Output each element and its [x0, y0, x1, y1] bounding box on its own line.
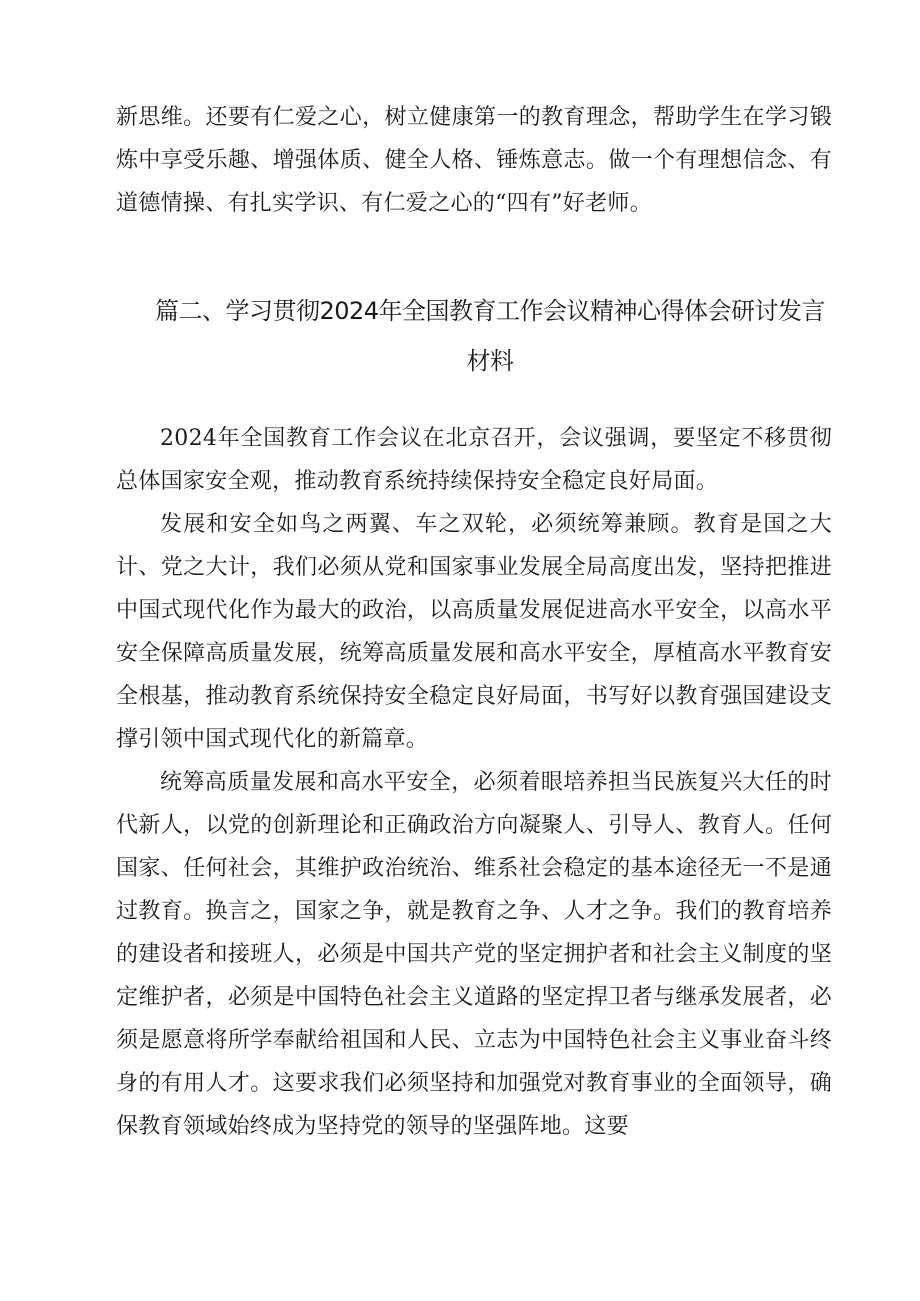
body-paragraph-1: 2024年全国教育工作会议在北京召开，会议强调，要坚定不移贯彻总体国家安全观，推动教育系统持续保持安全稳定良好局面。	[116, 426, 832, 494]
continued-paragraph-block	[116, 96, 832, 225]
body-paragraphs	[116, 417, 832, 1148]
section-heading: 篇二、学习贯彻2024年全国教育工作会议精神心得体会研讨发言材料	[154, 297, 826, 375]
continued-paragraph: 新思维。还要有仁爱之心，树立健康第一的教育理念，帮助学生在学习锻炼中享受乐趣、增强体质、健全人格、锤炼意志。做一个有理想信念、有道德情操、有扎实学识、有仁爱之心的“四有”好老师。	[116, 105, 832, 216]
body-paragraph-2: 发展和安全如鸟之两翼、车之双轮，必须统筹兼顾。教育是国之大计、党之大计，我们必须从党和国家事业发展全局高度出发，坚持把推进中国式现代化作为最大的政治，以高质量发展促进高水平安全，以高水平安全保障高质量发展，统筹高质量发展和高水平安全，厚植高水平教育安全根基，推动教育系统保持安全稳定良好局面，书写好以教育强国建设支撑引领中国式现代化的新篇章。	[116, 512, 832, 752]
body-paragraph-3: 统筹高质量发展和高水平安全，必须着眼培养担当民族复兴大任的时代新人，以党的创新理论和正确政治方向凝聚人、引导人、教育人。任何国家、任何社会，其维护政治统治、维系社会稳定的基本途径无一不是通过教育。换言之，国家之争，就是教育之争、人才之争。我们的教育培养的建设者和接班人，必须是中国共产党的坚定拥护者和社会主义制度的坚定维护者，必须是中国特色社会主义道路的坚定捍卫者与继承发展者，必须是愿意将所学奉献给祖国和人民、立志为中国特色社会主义事业奋斗终身的有用人才。这要求我们必须坚持和加强党对教育事业的全面领导，确保教育领域始终成为坚持党的领导的坚强阵地。这要	[116, 770, 832, 1139]
